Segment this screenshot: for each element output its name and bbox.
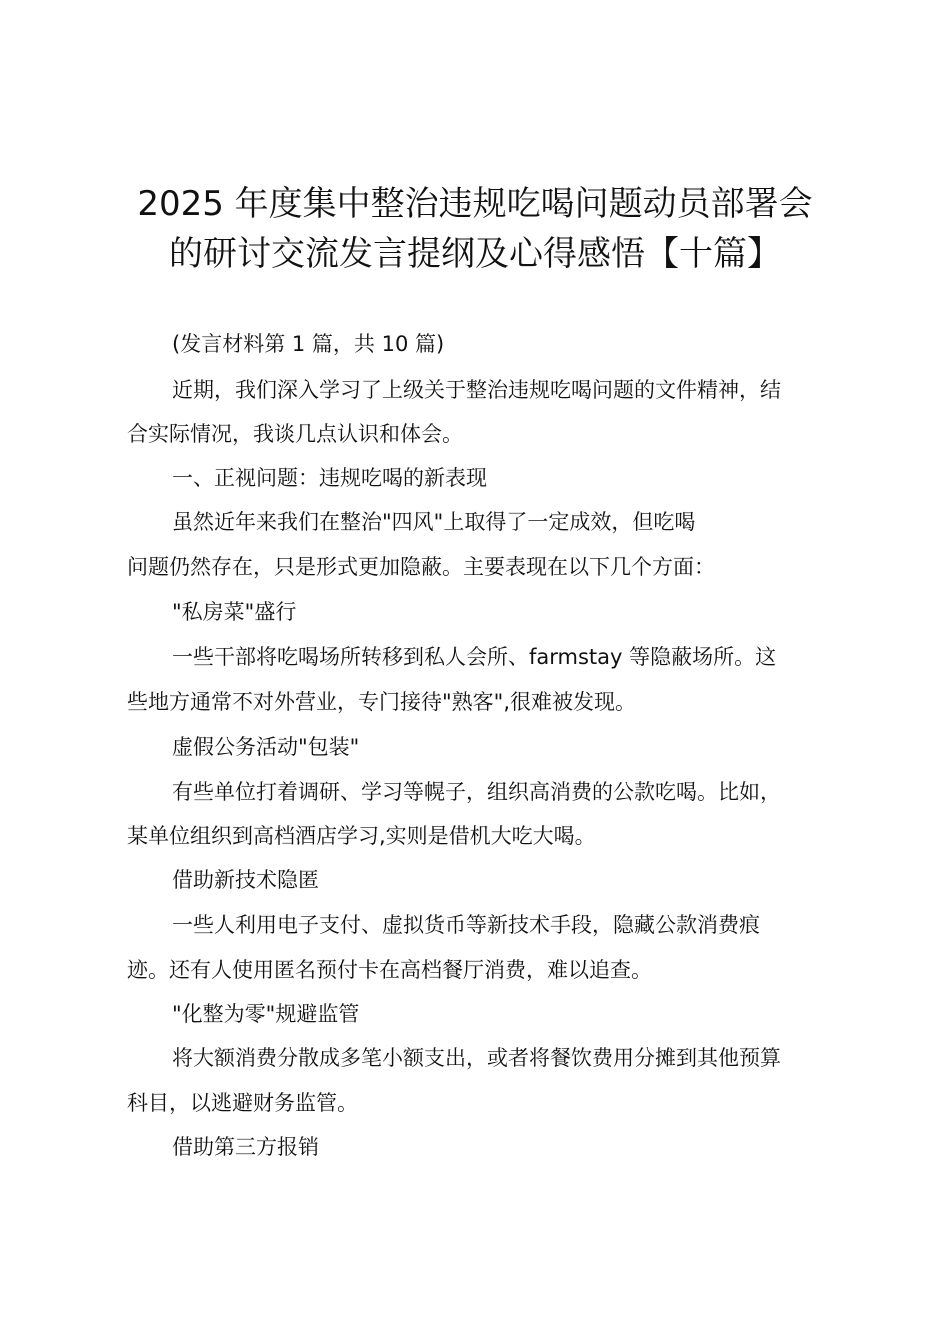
document-title-line-1: 2025 年度集中整治违规吃喝问题动员部署会 xyxy=(137,184,813,224)
paragraph-line: 一些人利用电子支付、虚拟货币等新技术手段，隐藏公款消费痕 xyxy=(172,913,760,937)
paragraph-line: 有些单位打着调研、学习等幌子，组织高消费的公款吃喝。比如， xyxy=(172,780,781,804)
paragraph-line: 某单位组织到高档酒店学习,实则是借机大吃大喝。 xyxy=(127,824,596,848)
paragraph-line: 将大额消费分散成多笔小额支出，或者将餐饮费用分摊到其他预算 xyxy=(172,1046,781,1070)
paragraph-line: 迹。还有人使用匿名预付卡在高档餐厅消费，难以追查。 xyxy=(127,958,652,982)
paragraph-line: 合实际情况，我谈几点认识和体会。 xyxy=(127,422,463,446)
subheading: 借助新技术隐匿 xyxy=(172,868,319,892)
document-title-line-2: 的研讨交流发言提纲及心得感悟【十篇】 xyxy=(169,234,781,274)
paragraph-line: 虽然近年来我们在整治"四风"上取得了一定成效，但吃喝 xyxy=(172,510,696,534)
paragraph-line: 问题仍然存在，只是形式更加隐蔽。主要表现在以下几个方面： xyxy=(127,555,715,579)
paragraph-line: 近期，我们深入学习了上级关于整治违规吃喝问题的文件精神，结 xyxy=(172,378,781,402)
paragraph-line: 科目，以逃避财务监管。 xyxy=(127,1091,358,1115)
subheading: "化整为零"规避监管 xyxy=(172,1002,360,1026)
paragraph-line: (发言材料第 1 篇，共 10 篇) xyxy=(172,332,445,356)
section-heading: 一、正视问题：违规吃喝的新表现 xyxy=(172,466,487,490)
paragraph-line: 一些干部将吃喝场所转移到私人会所、farmstay 等隐蔽场所。这 xyxy=(172,645,777,669)
paragraph-line: 些地方通常不对外营业，专门接待"熟客",很难被发现。 xyxy=(127,690,636,714)
subheading: "私房菜"盛行 xyxy=(172,600,297,624)
subheading: 借助第三方报销 xyxy=(172,1135,319,1159)
subheading: 虚假公务活动"包装" xyxy=(172,735,360,759)
